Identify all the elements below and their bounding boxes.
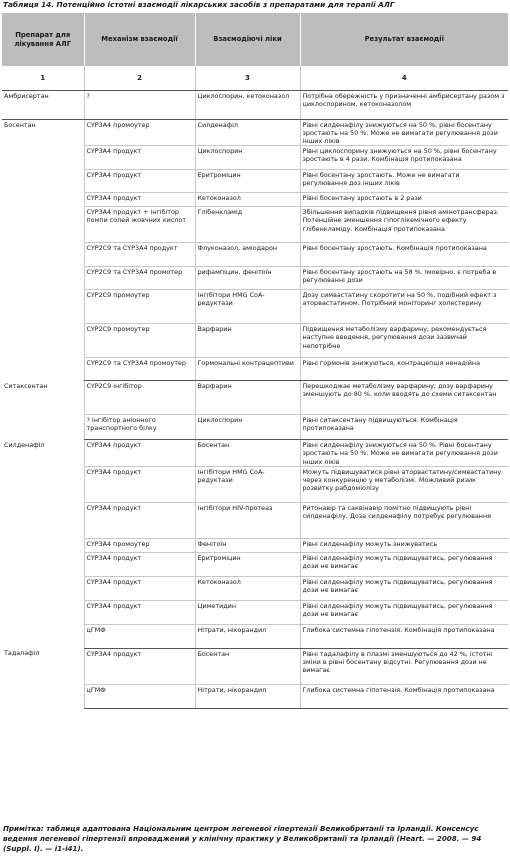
interacting-drug-cell: Нітрати, нікорандил xyxy=(195,624,300,648)
mechanism-cell: цГМФ xyxy=(84,684,195,708)
interacting-drug-cell: Фенітоїн xyxy=(195,538,300,552)
mechanism-cell: CYP2C9 інгібітор xyxy=(84,381,195,415)
result-cell: Рівні силденафілу знижуються на 50 %. Рівні босентану зростають на 50 %. Може не вимагати регулювання дози інших ліків xyxy=(300,440,508,467)
interacting-drug-cell: Циклоспорин xyxy=(195,146,300,170)
header-result: Результат взаємодії xyxy=(300,13,508,66)
mechanism-cell: CYP3A4 продукт xyxy=(84,502,195,538)
interacting-drug-cell: Нітрати, нікорандил xyxy=(195,684,300,708)
column-number: 1 xyxy=(2,66,84,90)
interacting-drug-cell: Силденафіл xyxy=(195,119,300,146)
drug-name-cell: Ситаксентан xyxy=(4,381,48,390)
drug-interaction-table xyxy=(2,13,508,709)
drug-name-cell: Тадалафіл xyxy=(4,649,40,658)
mechanism-cell: CYP3A4 продукт xyxy=(84,170,195,193)
table-header xyxy=(2,13,508,90)
result-cell: Рівні босентану зростають в 2 рази xyxy=(300,193,508,207)
footnote: Примітка: таблиця адаптована Національним центром легеневої гіпертензії Великобританії та Ірландії. Консенсус ведення легеневої гіпертензії впроваджений у клінічну практику у Великобританії та Ірландії (Heart. — 2008. — 94 (Suppl. I). — i1-i41). xyxy=(3,824,482,853)
interacting-drug-cell: Інгібітори HMG CoA-редуктази xyxy=(195,290,300,324)
mechanism-cell: CYP3A4 продукт xyxy=(84,552,195,576)
mechanism-cell: CYP2C9 та CYP3A4 промоутер xyxy=(84,358,195,381)
column-number-row xyxy=(2,66,508,90)
mechanism-cell: CYP2C9 промоутер xyxy=(84,290,195,324)
column-number: 4 xyxy=(300,66,508,90)
mechanism-cell: CYP2C9 промоутер xyxy=(84,324,195,358)
mechanism-cell: CYP3A4 продукт xyxy=(84,600,195,624)
interacting-drug-cell: Кетоконазол xyxy=(195,193,300,207)
interacting-drug-cell: Глібенкламід xyxy=(195,207,300,243)
interacting-drug-cell: Інгібітори HIV-протеаз xyxy=(195,502,300,538)
mechanism-cell: CYP3A4 промоутер xyxy=(84,119,195,146)
column-number: 2 xyxy=(84,66,195,90)
mechanism-cell: ? інгібітор аніонного транспортного білку xyxy=(84,415,195,440)
result-cell: Можуть підвищуватися рівні аторвастатину/симвастатину через конкуренцію у метаболізмі. Можливий ризик розвитку рабдоміолізу xyxy=(300,466,508,502)
drug-name-cell: Босентан xyxy=(4,120,36,129)
mechanism-cell: CYP3A4 продукт xyxy=(84,466,195,502)
interacting-drug-cell: Флуконазол, аміодарон xyxy=(195,243,300,267)
interacting-drug-cell: Еритроміцин xyxy=(195,552,300,576)
interacting-drug-cell: Еритроміцин xyxy=(195,170,300,193)
mechanism-cell: CYP3A4 промоутер xyxy=(84,538,195,552)
result-cell: Перешкоджає метаболізму варфарину; дозу варфарину зменшують до 80 %, коли вводять до схеми ситаксентан xyxy=(300,381,508,415)
result-cell: Рівні тадалафілу в плазмі зменшуються до 42 %, істотні зміни в рівні босентану відсутні. Регулювання дози не вимагає xyxy=(300,648,508,684)
result-cell: Глибока системна гіпотензія. Комбінація протипоказана xyxy=(300,624,508,648)
table-row xyxy=(2,90,508,119)
result-cell: Рівні босентану зростають на 58 %. Імовірно, є потреба в регулюванні дози xyxy=(300,267,508,290)
interacting-drug-cell: Циклоспорин, кетоконазол xyxy=(195,90,300,119)
result-cell: Глибока системна гіпотензія. Комбінація протипоказана xyxy=(300,684,508,708)
mechanism-cell: CYP3A4 продукт xyxy=(84,576,195,600)
result-cell: Рівні силденафілу можуть підвищуватись, регулювання дози не вимагає xyxy=(300,552,508,576)
mechanism-cell: CYP3A4 продукт xyxy=(84,440,195,467)
result-cell: Рівні силденафілу можуть підвищуватись, регулювання дози не вимагає xyxy=(300,600,508,624)
result-cell: Рівні силденафілу знижуються на 50 %, рівні босентану зростають на 50 %. Може не вимагати регулювання дози інших ліків xyxy=(300,119,508,146)
result-cell: Підвищення метаболізму варфарину, рекомендується наступне введення, регулювання дози зазвичай непотрібне xyxy=(300,324,508,358)
header-interacting-drugs: Взаємодіючі ліки xyxy=(195,13,300,66)
result-cell: Потрібна обережність у призначенні амбрисертану разом з циклоспорином, кетоконазолом xyxy=(300,90,508,119)
interacting-drug-cell: Циметидин xyxy=(195,600,300,624)
mechanism-cell: ? xyxy=(84,90,195,119)
mechanism-cell: CYP3A4 продукт xyxy=(84,146,195,170)
header-mechanism: Механізм взаємодії xyxy=(84,13,195,66)
header-drug: Препарат для лікування АЛГ xyxy=(2,13,84,66)
result-cell: Рівні силденафілу можуть знижуватись xyxy=(300,538,508,552)
result-cell: Дозу симвастатину скоротити на 50 %, подібний ефект з аторвастатином. Потрібний моніторинг холестерину xyxy=(300,290,508,324)
header-row xyxy=(2,13,508,66)
interacting-drug-cell: Варфарин xyxy=(195,324,300,358)
table-row xyxy=(2,381,508,415)
interacting-drug-cell: Кетоконазол xyxy=(195,576,300,600)
interacting-drug-cell: рифампіцин, фенітоїн xyxy=(195,267,300,290)
table-body xyxy=(2,90,508,708)
result-cell: Ритонавір та саквінавір помітно підвищують рівні силденафілу. Доза силденафілу потребує регулювання xyxy=(300,502,508,538)
result-cell: Рівні босентану зростають. Комбінація протипоказана xyxy=(300,243,508,267)
mechanism-cell: CYP3A4 продукт + інгібітор помпи солей жовчних кислот xyxy=(84,207,195,243)
interacting-drug-cell: Циклоспорин xyxy=(195,415,300,440)
interacting-drug-cell: Варфарин xyxy=(195,381,300,415)
mechanism-cell: цГМФ xyxy=(84,624,195,648)
interacting-drug-cell: Босентан xyxy=(195,440,300,467)
result-cell: Рівні ситаксентану підвищуються. Комбінація протипоказана xyxy=(300,415,508,440)
interacting-drug-cell: Інгібітори HMG CoA-редуктази xyxy=(195,466,300,502)
column-number: 3 xyxy=(195,66,300,90)
result-cell: Рівні босентану зростають. Може не вимагати регулювання доз інших ліків xyxy=(300,170,508,193)
drug-name-cell: Силденафіл xyxy=(4,440,45,449)
drug-name-cell: Амбрисертан xyxy=(2,90,84,119)
table-title: Таблиця 14. Потенційно істотні взаємодії лікарських засобів з препаратами для терапії АЛГ xyxy=(3,0,395,9)
table-row xyxy=(2,119,508,146)
mechanism-cell: CYP3A4 продукт xyxy=(84,193,195,207)
mechanism-cell: CYP2C9 та CYP3A4 продукт xyxy=(84,243,195,267)
table-row xyxy=(2,648,508,684)
result-cell: Рівні циклоспорину знижуються на 50 %, рівні босентану зростають в 4 рази. Комбінація протипоказана xyxy=(300,146,508,170)
result-cell: Рівні силденафілу можуть підвищуватись, регулювання дози не вимагає xyxy=(300,576,508,600)
mechanism-cell: CYP3A4 продукт xyxy=(84,648,195,684)
mechanism-cell: CYP2C9 та CYP3A4 промотер xyxy=(84,267,195,290)
interacting-drug-cell: Босентан xyxy=(195,648,300,684)
result-cell: Рівні гормонів знижуються, контрацепція ненадійна xyxy=(300,358,508,381)
result-cell: Збільшення випадків підвищення рівня амінотрансфераз. Потенційне зменшення гіпоглікемічного ефекту глібенкламіду. Комбінація протипоказана xyxy=(300,207,508,243)
table-row xyxy=(2,440,508,467)
interacting-drug-cell: Гормональні контрацептиви xyxy=(195,358,300,381)
